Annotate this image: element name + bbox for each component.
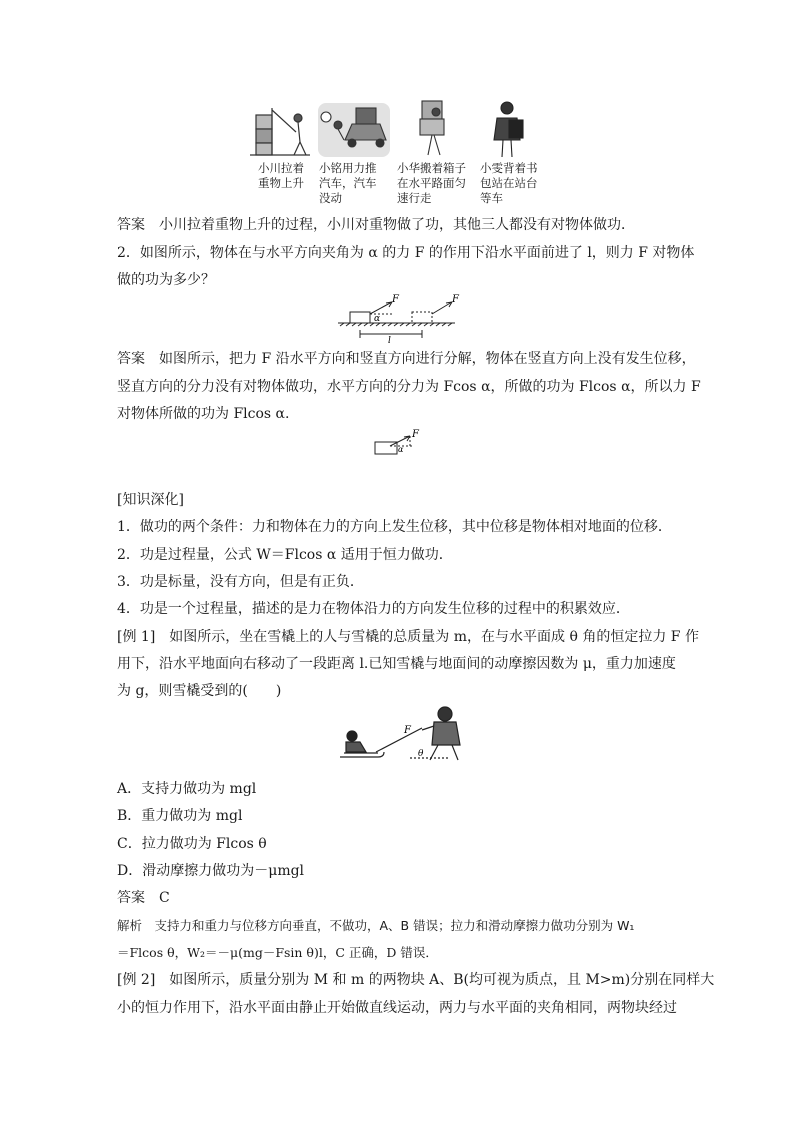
option-a: A．支持力做功为 mgl (117, 781, 257, 797)
question-2-line-2: 做的功为多少？ (117, 272, 215, 288)
force-label-f: F (392, 294, 399, 305)
scene-pulling-weight (250, 108, 310, 155)
example-1-line-1: [例 1] 如图所示，坐在雪橇上的人与雪橇的总质量为 m，在与水平面成 θ 角的恒定拉力 F 作 (117, 629, 699, 645)
force-label-f-4: F (404, 725, 411, 736)
caption-3: 小华搬着箱子 在水平路面匀 速行走 (397, 161, 466, 205)
scene-pushing-car (318, 103, 390, 157)
scene-carrying-box (420, 101, 444, 155)
angle-label-alpha-3: α (398, 445, 404, 454)
analysis-line-1: 解析 支持力和重力与位移方向垂直，不做功，A、B 错误；拉力和滑动摩擦力做功分别为 W₁ (117, 918, 635, 933)
displacement-label-l: l (388, 336, 391, 346)
caption-1: 小川拉着 重物上升 (258, 161, 304, 190)
answer-1: 答案 小川拉着重物上升的过程，小川对重物做了功，其他三人都没有对物体做功． (117, 217, 635, 233)
example-1-line-2: 用下，沿水平地面向右移动了一段距离 l.已知雪橇与地面间的动摩擦因数为 μ，重力加速度 (117, 656, 676, 672)
option-d: D．滑动摩擦力做功为－μmgl (117, 863, 305, 879)
point-2: 2．功是过程量，公式 W＝Flcos α 适用于恒力做功． (117, 547, 453, 563)
point-4: 4．功是一个过程量，描述的是力在物体沿力的方向发生位移的过程中的积累效应． (117, 601, 630, 617)
question-2-line-1: 2．如图所示，物体在与水平方向夹角为 α 的力 F 的作用下沿水平面前进了 l，则力 F 对物体 (117, 245, 695, 261)
answer-2-line-3: 对物体所做的功为 Flcos α. (117, 406, 290, 422)
example-2-line-1: [例 2] 如图所示，质量分别为 M 和 m 的两物块 A、B(均可视为质点，且 M>m)分别在同样大 (117, 972, 715, 988)
point-3: 3．功是标量，没有方向，但是有正负． (117, 574, 364, 590)
scene-standing-backpack (494, 102, 523, 157)
angle-label-theta: θ (418, 749, 424, 759)
option-c: C．拉力做功为 Flcos θ (117, 836, 267, 852)
force-label-f-3: F (412, 429, 419, 440)
answer-example-1: 答案 C (117, 890, 170, 906)
section-heading: [知识深化] (117, 492, 184, 508)
example-1-line-3: 为 g，则雪橇受到的( ) (117, 683, 282, 699)
example-2-line-2: 小的恒力作用下，沿水平面由静止开始做直线运动，两力与水平面的夹角相同，两物块经过 (117, 1000, 677, 1016)
option-b: B．重力做功为 mgl (117, 808, 243, 824)
caption-2: 小铭用力推 汽车，汽车 没动 (319, 161, 377, 205)
analysis-line-2: ＝Flcos θ，W₂＝－μ(mg－Fsin θ)l，C 正确，D 错误． (117, 945, 438, 960)
point-1: 1．做功的两个条件：力和物体在力的方向上发生位移，其中位移是物体相对地面的位移． (117, 519, 672, 535)
angle-label-alpha: α (374, 314, 381, 324)
caption-4: 小雯背着书 包站在站台 等车 (480, 161, 538, 205)
answer-2-line-2: 竖直方向的分力没有对物体做功，水平方向的分力为 Fcos α，所做的功为 Flcos α，所以力 F (117, 379, 701, 395)
force-label-f-2: F (452, 294, 459, 305)
answer-2-line-1: 答案 如图所示，把力 F 沿水平方向和竖直方向进行分解，物体在竖直方向上没有发生位移， (117, 351, 696, 367)
